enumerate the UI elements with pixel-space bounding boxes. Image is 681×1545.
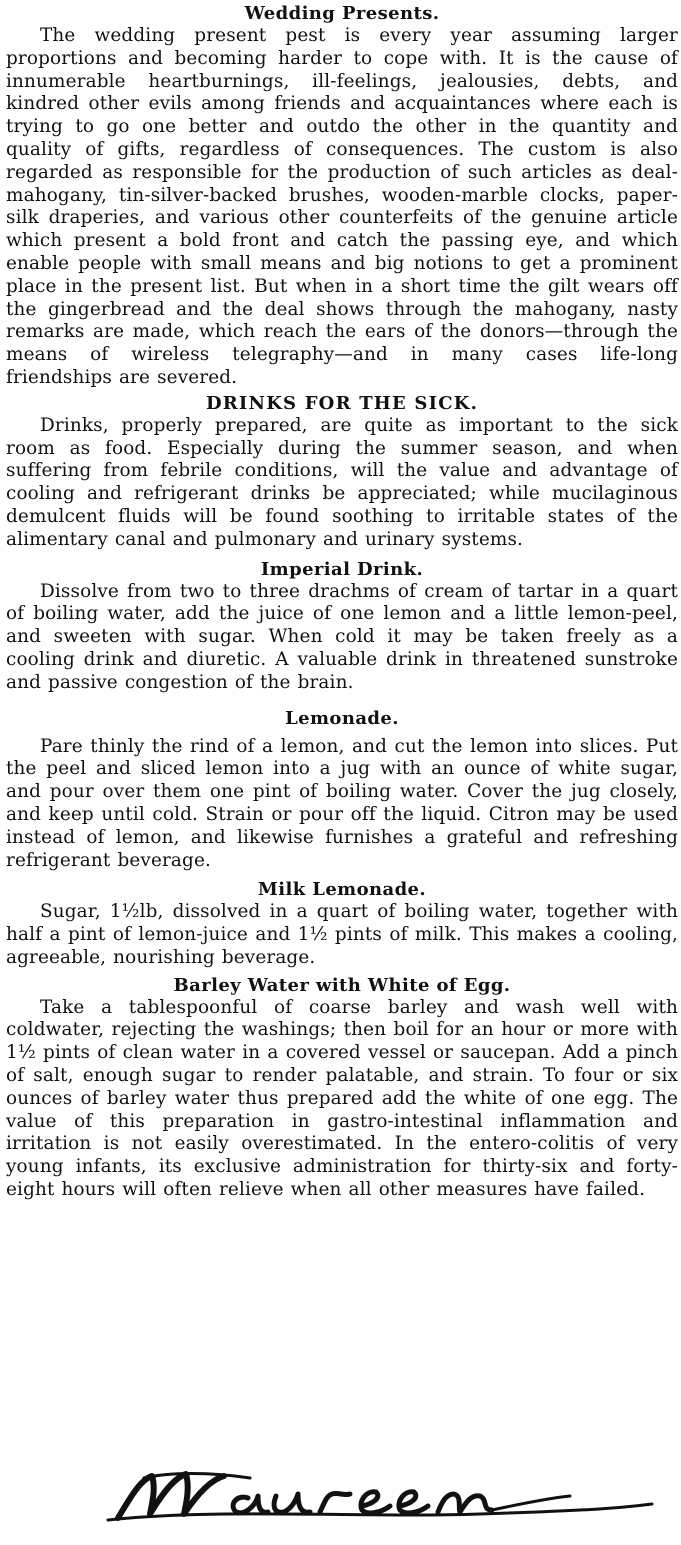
imperial-drink-heading: Imperial Drink. bbox=[260, 558, 424, 580]
drinks-for-the-sick-heading: DRINKS FOR THE SICK. bbox=[205, 392, 479, 414]
wedding-presents-paragraph: The wedding present pest is every year assuming larger proportions and becoming harder to cope with. It is the cause of innumerable heartburnings, ill-feelings, jealousies, debts, and kindred other evils among friends and acquaintances where each is trying to go one better and outdo the other in the quantity and quality of gifts, regardless of consequences. The custom is also regarded as responsible for the production of such articles as deal-mahogany, tin-silver-backed brushes, wooden-marble clocks, paper-silk draperies, and various other counterfeits of the genuine article which present a bold front and catch the passing eye, and which enable people with small means and big notions to get a prominent place in the present list. But when in a short time the gilt wears off the gingerbread and the deal shows through the mahogany, nasty remarks are made, which reach the ears of the donors—through the means of wireless telegraphy—and in many cases life-long friendships are severed. bbox=[6, 25, 678, 388]
drinks-intro-paragraph: Drinks, properly prepared, are quite as important to the sick room as food. Especially during the summer season, and when suffering from febrile conditions, will the value and advantage of cooling and refrigerant drinks be appreciated; while mucilaginous demulcent fluids will be found soothing to irritable states of the alimentary canal and pulmonary and urinary systems. bbox=[6, 414, 678, 550]
milk-lemonade-paragraph: Sugar, 1½lb, dissolved in a quart of boiling water, together with half a pint of lemon-juice and 1½ pints of milk. This makes a cooling, agreeable, nourishing beverage. bbox=[6, 901, 678, 968]
newspaper-column bbox=[6, 0, 678, 1202]
lemonade-paragraph: Pare thinly the rind of a lemon, and cut the lemon into slices. Put the peel and sliced lemon into a jug with an ounce of white sugar, and pour over them one pint of boiling water. Cover the jug closely, and keep until cold. Strain or pour off the liquid. Citron may be used instead of lemon, and likewise furnishes a grateful and refreshing refrigerant beverage. bbox=[6, 735, 678, 871]
barley-water-heading: Barley Water with White of Egg. bbox=[173, 974, 511, 996]
barley-water-paragraph: Take a tablespoonful of coarse barley and wash well with coldwater, rejecting the washings; then boil for an hour or more with 1½ pints of clean water in a covered vessel or saucepan. Add a pinch of salt, enough sugar to render palatable, and strain. To four or six ounces of barley water thus prepared add the white of one egg. The value of this preparation in gastro-intestinal inflammation and irritation is not easily overestimated. In the entero-colitis of very young infants, its exclusive administration for thirty-six and forty-eight hours will often relieve when all other measures have failed. bbox=[6, 996, 678, 1201]
lemonade-heading: Lemonade. bbox=[285, 707, 399, 729]
maureen-signature bbox=[100, 1468, 660, 1530]
wedding-presents-heading: Wedding Presents. bbox=[244, 3, 440, 24]
signature-script-graphic bbox=[100, 1468, 660, 1530]
imperial-drink-paragraph: Dissolve from two to three drachms of cream of tartar in a quart of boiling water, add the juice of one lemon and a little lemon-peel, and sweeten with sugar. When cold it may be taken freely as a cooling drink and diuretic. A valuable drink in threatened sunstroke and passive congestion of the brain. bbox=[6, 580, 678, 693]
milk-lemonade-heading: Milk Lemonade. bbox=[257, 879, 427, 901]
